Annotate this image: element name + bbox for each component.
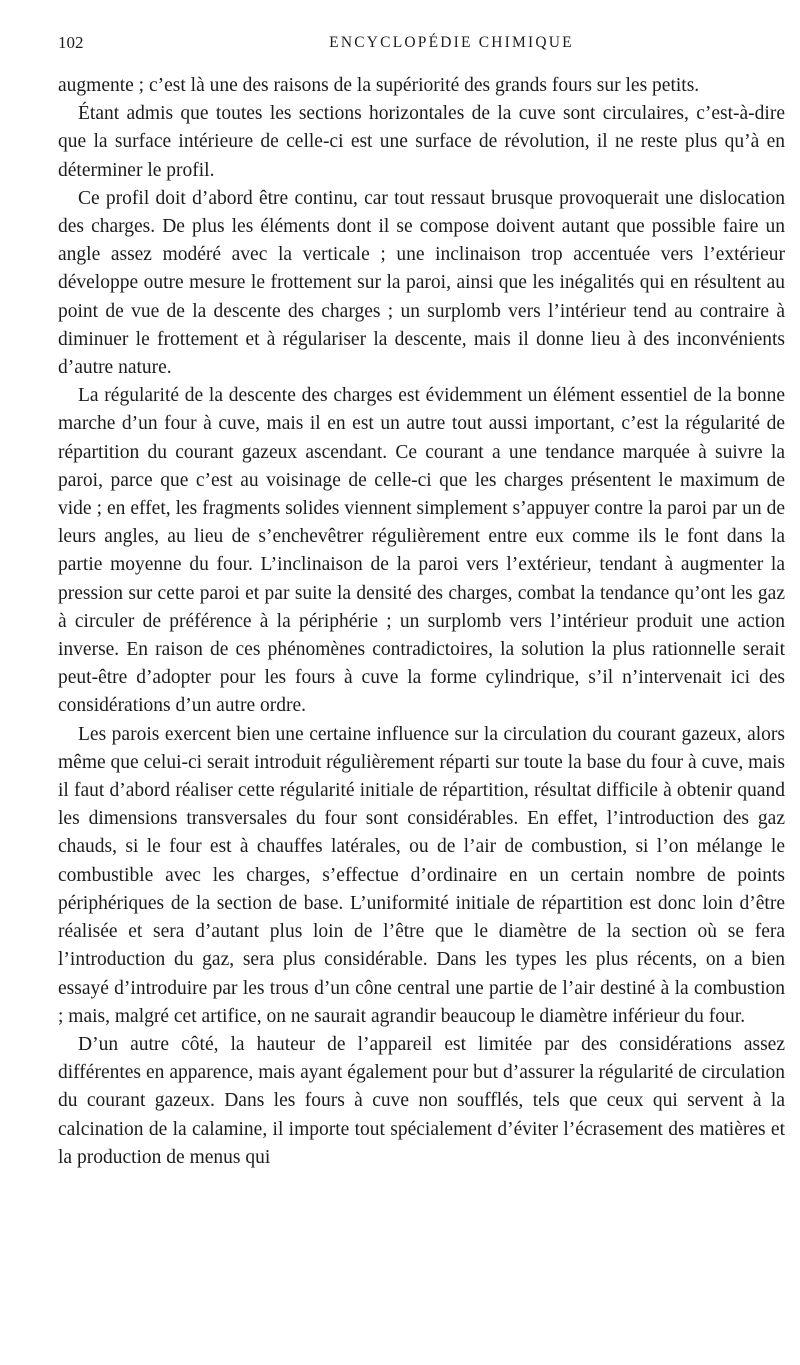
page-number: 102 <box>58 33 84 52</box>
paragraph: Ce profil doit d’abord être continu, car tout ressaut brusque provoquerait une dislocation des charges. De plus les éléments dont il se compose doivent autant que possible faire un angle assez modéré avec la verticale ; une inclinaison trop accentuée vers l’extérieur développe outre mesure le frottement sur la paroi, ainsi que les inégalités qui en résultent au point de vue de la descente des charges ; un surplomb vers l’intérieur tend au contraire à diminuer le frottement et à régulariser la descente, mais il donne lieu à des inconvénients d’autre nature. <box>58 187 785 379</box>
paragraph: Étant admis que toutes les sections horizontales de la cuve sont circulaires, c’est-à-dire que la surface intérieure de celle-ci est une surface de révolution, il ne reste plus qu’à en déterminer le profil. <box>58 103 785 181</box>
body-text <box>58 72 785 1172</box>
paragraph: Les parois exercent bien une certaine influence sur la circulation du courant gazeux, alors même que celui-ci serait introduit régulièrement réparti sur toute la base du four à cuve, mais il faut d’abord réaliser cette régularité initiale de répartition, résultat difficile à obtenir quand les dimensions transversales du four sont considérables. En effet, l’introduction des gaz chauds, si le four est à chauffes latérales, ou de l’air de combustion, si l’on mélange le combustible avec les charges, s’effectue d’ordinaire en un certain nombre de points périphériques de la section de base. L’uniformité initiale de répartition est donc loin d’être réalisée et sera d’autant plus loin de l’être que le diamètre de la section où se fera l’introduction du gaz, sera plus considérable. Dans les types les plus récents, on a bien essayé d’introduire par les trous d’un cône central une partie de l’air destiné à la combustion ; mais, malgré cet artifice, on ne saurait agrandir beaucoup le diamètre inférieur du four. <box>58 723 785 1027</box>
running-title: ENCYCLOPÉDIE CHIMIQUE <box>329 34 574 51</box>
running-header <box>58 28 785 58</box>
paragraph-continuation: augmente ; c’est là une des raisons de la supériorité des grands fours sur les petits. <box>58 75 700 96</box>
paragraph: D’un autre côté, la hauteur de l’appareil est limitée par des considérations assez différentes en apparence, mais ayant également pour but d’assurer la régularité de circulation du courant gazeux. Dans les fours à cuve non soufflés, tels que ceux qui servent à la calcination de la calamine, il importe tout spécialement d’éviter l’écrasement des matières et la production de menus qui <box>58 1033 785 1168</box>
paragraph: La régularité de la descente des charges est évidemment un élément essentiel de la bonne marche d’un four à cuve, mais il en est un autre tout aussi important, c’est la régularité de répartition du courant gazeux ascendant. Ce courant a une tendance marquée à suivre la paroi, parce que c’est au voisinage de celle-ci que les charges présentent le maximum de vide ; en effet, les fragments solides viennent simplement s’appuyer contre la paroi par un de leurs angles, au lieu de s’enchevêtrer régulièrement entre eux comme ils le font dans la partie moyenne du four. L’inclinaison de la paroi vers l’extérieur, tendant à augmenter la pression sur cette paroi et par suite la densité des charges, combat la tendance qu’ont les gaz à circuler de préférence à la périphérie ; un surplomb vers l’intérieur produit une action inverse. En raison de ces phénomènes contradictoires, la solution la plus rationnelle serait peut-être d’adopter pour les fours à cuve la forme cylindrique, s’il n’intervenait ici des considérations d’un autre ordre. <box>58 385 785 717</box>
